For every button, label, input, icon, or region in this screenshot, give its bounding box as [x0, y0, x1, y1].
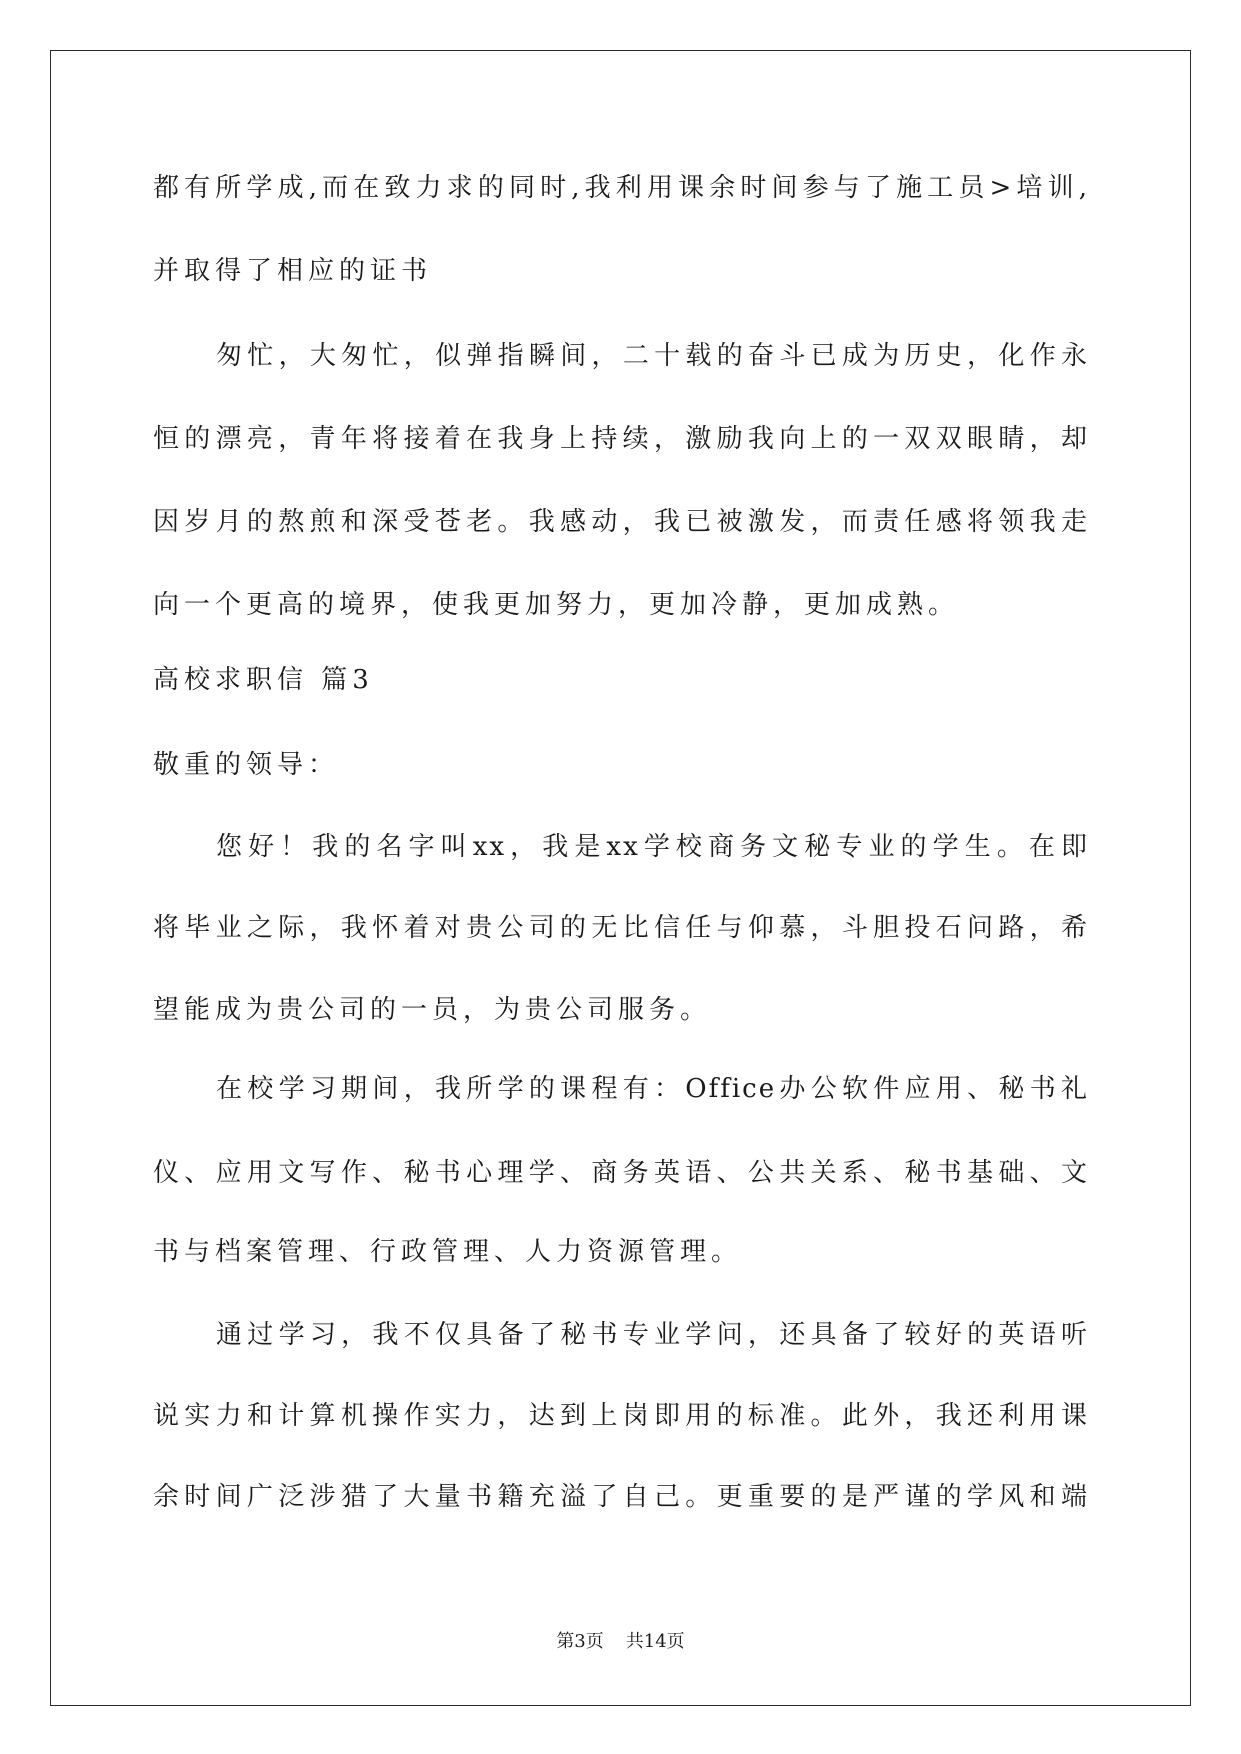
text-line: 在校学习期间，我所学的课程有：Office办公软件应用、秘书礼 — [216, 1074, 1089, 1104]
page-number: 第3页 — [556, 1631, 604, 1652]
text-line: 说实力和计算机操作实力，达到上岗即用的标准。此外，我还利用课 — [153, 1401, 1089, 1431]
text-line: 仪、应用文写作、秘书心理学、商务英语、公共关系、秘书基础、文 — [153, 1158, 1089, 1188]
text-line: 余时间广泛涉猎了大量书籍充溢了自己。更重要的是严谨的学风和端 — [153, 1482, 1089, 1512]
text-line: 通过学习，我不仅具备了秘书专业学问，还具备了较好的英语听 — [216, 1320, 1089, 1350]
text-line: 因岁月的熬煎和深受苍老。我感动，我已被激发，而责任感将领我走 — [153, 507, 1089, 537]
salutation: 敬重的领导： — [153, 750, 340, 780]
text-line: 望能成为贵公司的一员，为贵公司服务。 — [153, 995, 712, 1025]
section-heading: 高校求职信 篇3 — [153, 665, 374, 695]
text-line: 并取得了相应的证书 — [153, 256, 433, 286]
page-total: 共14页 — [625, 1631, 685, 1652]
text-line: 匆忙，大匆忙，似弹指瞬间，二十载的奋斗已成为历史，化作永 — [216, 341, 1089, 371]
text-line: 您好！我的名字叫xx，我是xx学校商务文秘专业的学生。在即 — [216, 832, 1089, 862]
text-line: 将毕业之际，我怀着对贵公司的无比信任与仰慕，斗胆投石问路，希 — [153, 913, 1089, 943]
text-line: 恒的漂亮，青年将接着在我身上持续，激励我向上的一双双眼睛，却 — [153, 424, 1089, 454]
page-border — [50, 50, 1191, 1706]
page-footer — [0, 1630, 1241, 1654]
text-line: 书与档案管理、行政管理、人力资源管理。 — [153, 1237, 743, 1267]
text-line: 向一个更高的境界，使我更加努力，更加冷静，更加成熟。 — [153, 590, 960, 620]
text-line: 都有所学成,而在致力求的同时,我利用课余时间参与了施工员>培训, — [153, 173, 1089, 203]
